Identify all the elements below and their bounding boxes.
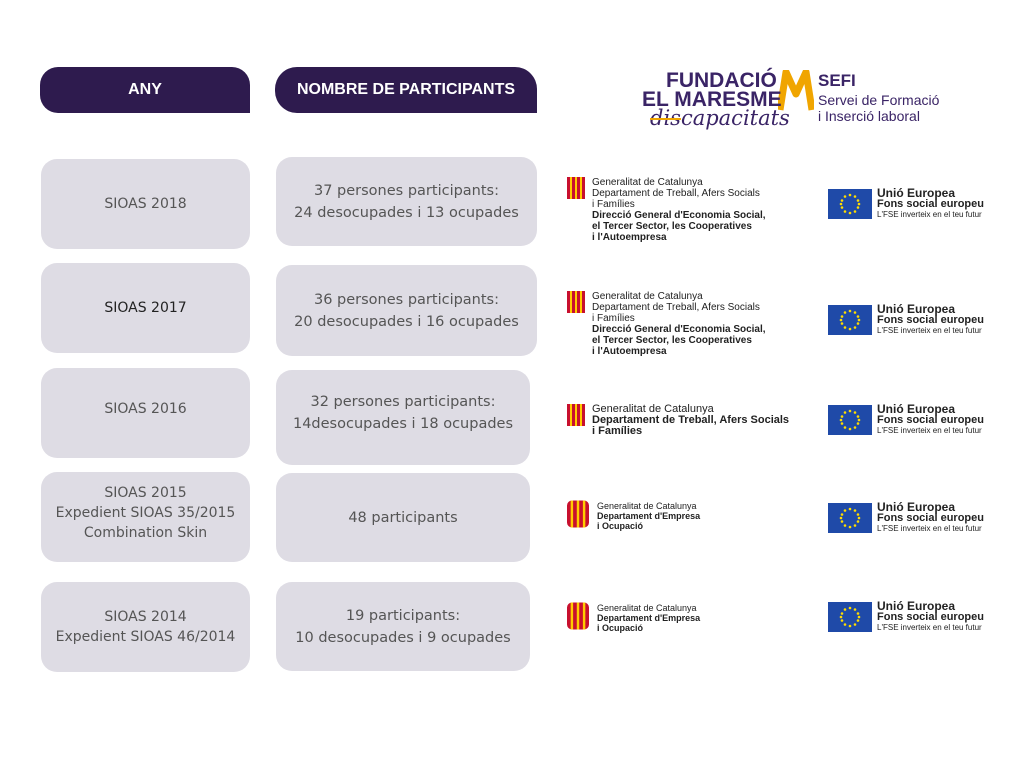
header-participants-label: NOMBRE DE PARTICIPANTS [296, 81, 516, 98]
gen-bold-line: i l'Autoempresa [592, 346, 667, 357]
year-box-2018 [41, 159, 250, 249]
year-line: SIOAS 2018 [104, 196, 187, 212]
header-participants [275, 67, 537, 113]
eu-subtitle: Fons social europeu [877, 198, 984, 210]
generalitat-shield-icon [567, 404, 585, 426]
eu-subtitle: Fons social europeu [877, 611, 984, 623]
eu-title: Unió Europea [877, 302, 956, 316]
generalitat-logo [567, 177, 807, 247]
participants-box-2016 [276, 370, 530, 465]
logo-sefi: SEFI [818, 71, 856, 90]
logo-line2: EL MARESME [642, 88, 782, 111]
generalitat-text [597, 603, 700, 633]
participants-line: 48 participants [348, 509, 458, 526]
gen-bold-line: Departament de Treball, Afers Socials [592, 414, 790, 426]
generalitat-text [597, 501, 700, 531]
logo-sefi-sub1: Servei de Formació [818, 92, 940, 108]
year-line: Combination Skin [83, 525, 208, 541]
gen-line: Departament de Treball, Afers Socials [592, 188, 760, 199]
eu-tagline: L'FSE inverteix en el teu futur [877, 326, 982, 335]
gen-bold-line: el Tercer Sector, les Cooperatives [592, 335, 752, 346]
eu-subtitle: Fons social europeu [877, 414, 984, 426]
generalitat-logo [567, 601, 807, 631]
participants-line: 19 participants: [345, 607, 461, 624]
generalitat-text [592, 404, 789, 437]
gen-line: Generalitat de Catalunya [592, 291, 703, 302]
eu-tagline: L'FSE inverteix en el teu futur [877, 426, 982, 435]
generalitat-shield-icon [567, 177, 585, 199]
participants-line: 37 persones participants: [313, 182, 500, 199]
eu-tagline: L'FSE inverteix en el teu futur [877, 210, 982, 219]
eu-tagline: L'FSE inverteix en el teu futur [877, 623, 982, 632]
gen-line: Generalitat de Catalunya [592, 403, 714, 415]
generalitat-logo [567, 291, 807, 361]
participants-line: 20 desocupades i 16 ocupades [294, 313, 519, 330]
gen-bold-line: el Tercer Sector, les Cooperatives [592, 221, 752, 232]
eu-flag-icon [828, 305, 872, 335]
year-box-2017 [41, 263, 250, 353]
eu-flag-icon [828, 503, 872, 533]
gen-bold-line: Departament d'Empresa [597, 613, 701, 623]
gen-line: Generalitat de Catalunya [592, 177, 703, 188]
gen-bold-line: i Ocupació [597, 623, 644, 633]
gen-bold-line: Direcció General d'Economia Social, [592, 210, 766, 221]
eu-title: Unió Europea [877, 402, 956, 416]
logo-line3-struck: dis [650, 106, 681, 130]
generalitat-text [592, 177, 766, 243]
year-line: Expedient SIOAS 46/2014 [55, 629, 236, 645]
fundacio-logo [640, 70, 950, 130]
eu-flag-icon [828, 189, 872, 219]
logo-sefi-sub2: i Inserció laboral [818, 108, 920, 124]
participants-box-2015 [276, 473, 530, 562]
header-any-label: ANY [128, 81, 162, 98]
gen-line: Generalitat de Catalunya [597, 501, 697, 511]
eu-title: Unió Europea [877, 500, 956, 514]
gen-bold-line: i Famílies [592, 425, 643, 437]
participants-box-2017 [276, 265, 537, 356]
eu-subtitle: Fons social europeu [877, 314, 984, 326]
logo-line1: FUNDACIÓ [666, 69, 777, 92]
gen-bold-line: i l'Autoempresa [592, 232, 667, 243]
generalitat-text [592, 291, 766, 357]
year-box-2016 [41, 368, 250, 458]
eu-title: Unió Europea [877, 599, 956, 613]
gen-bold-line: i Ocupació [597, 521, 644, 531]
logo-line3-rest: capacitats [680, 106, 790, 130]
year-line: SIOAS 2015 [104, 485, 187, 501]
generalitat-shield-icon [567, 291, 585, 313]
year-line: Expedient SIOAS 35/2015 [55, 505, 236, 521]
participants-line: 32 persones participants: [310, 393, 496, 410]
eu-tagline: L'FSE inverteix en el teu futur [877, 524, 982, 533]
generalitat-logo [567, 499, 807, 529]
gen-bold-line: Departament d'Empresa [597, 511, 701, 521]
gen-bold-line: Direcció General d'Economia Social, [592, 324, 766, 335]
logo-line3 [650, 106, 790, 130]
eu-flag-icon [828, 405, 872, 435]
header-any [40, 67, 250, 113]
participants-line: 10 desocupades i 9 ocupades [295, 629, 511, 646]
year-box-2014 [41, 582, 250, 672]
generalitat-shield-icon [567, 499, 589, 529]
gen-line: i Famílies [592, 313, 635, 324]
year-box-2015 [41, 472, 250, 562]
eu-flag-icon [828, 602, 872, 632]
gen-line: i Famílies [592, 199, 635, 210]
gen-line: Generalitat de Catalunya [597, 603, 697, 613]
eu-subtitle: Fons social europeu [877, 512, 984, 524]
year-line: SIOAS 2016 [104, 401, 187, 417]
year-line: SIOAS 2014 [104, 609, 187, 625]
participants-line: 14desocupades i 18 ocupades [292, 415, 514, 432]
year-line: SIOAS 2017 [104, 300, 187, 316]
participants-line: 36 persones participants: [313, 291, 500, 308]
generalitat-logo [567, 404, 807, 444]
participants-line: 24 desocupades i 13 ocupades [294, 204, 519, 221]
gen-line: Departament de Treball, Afers Socials [592, 302, 760, 313]
participants-box-2018 [276, 157, 537, 246]
eu-title: Unió Europea [877, 186, 956, 200]
participants-box-2014 [276, 582, 530, 671]
generalitat-shield-icon [567, 601, 589, 631]
